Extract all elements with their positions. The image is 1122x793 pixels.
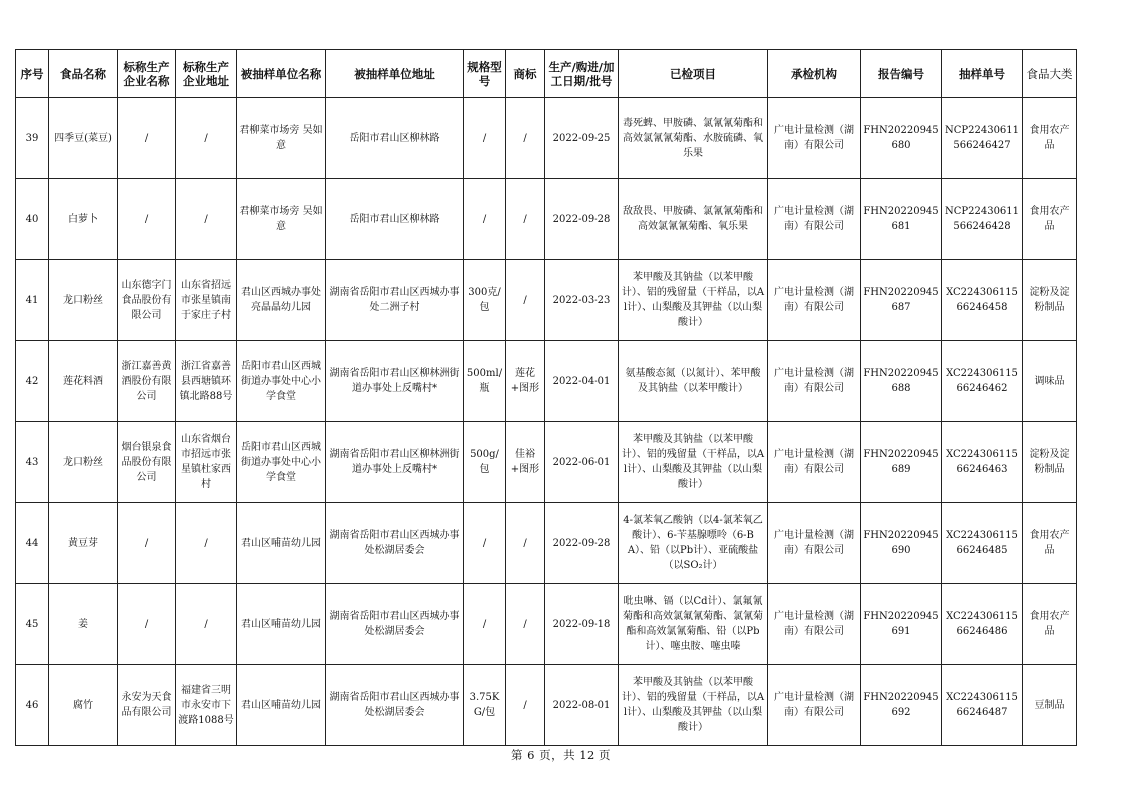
header-report-no: 报告编号 — [861, 50, 942, 98]
header-items: 已检项目 — [619, 50, 768, 98]
cell-date: 2022-03-23 — [545, 260, 619, 341]
header-sampled-addr: 被抽样单位地址 — [326, 50, 464, 98]
cell-seq: 45 — [16, 584, 49, 665]
table-row — [16, 260, 1077, 341]
cell-spec: / — [464, 179, 506, 260]
cell-seq: 40 — [16, 179, 49, 260]
cell-mfr-name: 烟台银泉食品股份有限公司 — [118, 422, 176, 503]
inspection-table — [15, 49, 1077, 746]
table-row — [16, 179, 1077, 260]
cell-mfr-name: / — [118, 179, 176, 260]
table-row — [16, 422, 1077, 503]
header-spec: 规格型号 — [464, 50, 506, 98]
cell-mfr-name: 永安为天食品有限公司 — [118, 665, 176, 746]
cell-sampled-addr: 湖南省岳阳市君山区西城办事处松湖居委会 — [326, 665, 464, 746]
cell-mfr-name: / — [118, 584, 176, 665]
cell-seq: 43 — [16, 422, 49, 503]
cell-items: 敌敌畏、甲胺磷、氯氰氰菊酯和高效氯氰氰菊酯、氧乐果 — [619, 179, 768, 260]
cell-mfr-addr: / — [176, 98, 237, 179]
cell-lab: 广电计量检测（湖南）有限公司 — [768, 260, 861, 341]
cell-sampled-unit: 君柳菜市场旁 吴如意 — [237, 179, 326, 260]
cell-lab: 广电计量检测（湖南）有限公司 — [768, 584, 861, 665]
cell-brand: / — [506, 584, 545, 665]
cell-lab: 广电计量检测（湖南）有限公司 — [768, 179, 861, 260]
header-sampled-unit: 被抽样单位名称 — [237, 50, 326, 98]
cell-date: 2022-06-01 — [545, 422, 619, 503]
cell-spec: 500ml/瓶 — [464, 341, 506, 422]
cell-spec: / — [464, 584, 506, 665]
cell-food-name: 莲花料酒 — [49, 341, 118, 422]
cell-sampled-addr: 湖南省岳阳市君山区西城办事处二洲子村 — [326, 260, 464, 341]
cell-seq: 41 — [16, 260, 49, 341]
cell-seq: 42 — [16, 341, 49, 422]
cell-category: 食用农产品 — [1023, 503, 1077, 584]
cell-date: 2022-04-01 — [545, 341, 619, 422]
cell-report-no: FHN20220945692 — [861, 665, 942, 746]
header-sample-no: 抽样单号 — [942, 50, 1023, 98]
cell-date: 2022-09-28 — [545, 503, 619, 584]
cell-brand: / — [506, 665, 545, 746]
cell-sampled-addr: 湖南省岳阳市君山区柳林洲街道办事处上反嘴村* — [326, 422, 464, 503]
cell-spec: 300克/包 — [464, 260, 506, 341]
header-row — [16, 50, 1077, 98]
cell-items: 4-氯苯氧乙酸钠（以4-氯苯氧乙酸计）、6-苄基腺嘌呤（6-BA）、铅（以Pb计）、亚硫酸盐（以SO₂计） — [619, 503, 768, 584]
cell-items: 苯甲酸及其钠盐（以苯甲酸计）、铝的残留量（干样品，以Al计）、山梨酸及其钾盐（以山梨酸计） — [619, 422, 768, 503]
cell-report-no: FHN20220945681 — [861, 179, 942, 260]
cell-mfr-addr: 福建省三明市永安市下渡路1088号 — [176, 665, 237, 746]
cell-category: 调味品 — [1023, 341, 1077, 422]
cell-report-no: FHN20220945688 — [861, 341, 942, 422]
cell-sampled-addr: 岳阳市君山区柳林路 — [326, 98, 464, 179]
cell-sampled-unit: 岳阳市君山区西城街道办事处中心小学食堂 — [237, 422, 326, 503]
cell-mfr-name: 山东德字门食品股份有限公司 — [118, 260, 176, 341]
cell-lab: 广电计量检测（湖南）有限公司 — [768, 98, 861, 179]
cell-sample-no: XC22430611566246463 — [942, 422, 1023, 503]
header-lab: 承检机构 — [768, 50, 861, 98]
cell-mfr-addr: / — [176, 179, 237, 260]
cell-category: 食用农产品 — [1023, 179, 1077, 260]
cell-food-name: 龙口粉丝 — [49, 422, 118, 503]
cell-sample-no: NCP22430611566246427 — [942, 98, 1023, 179]
cell-lab: 广电计量检测（湖南）有限公司 — [768, 341, 861, 422]
cell-sample-no: XC22430611566246487 — [942, 665, 1023, 746]
cell-spec: 3.75KG/包 — [464, 665, 506, 746]
cell-brand: / — [506, 260, 545, 341]
cell-spec: / — [464, 503, 506, 584]
cell-date: 2022-09-18 — [545, 584, 619, 665]
cell-brand: / — [506, 179, 545, 260]
cell-date: 2022-09-28 — [545, 179, 619, 260]
header-brand: 商标 — [506, 50, 545, 98]
header-mfr-name: 标称生产企业名称 — [118, 50, 176, 98]
table-row — [16, 341, 1077, 422]
cell-food-name: 姜 — [49, 584, 118, 665]
cell-seq: 39 — [16, 98, 49, 179]
cell-date: 2022-09-25 — [545, 98, 619, 179]
cell-brand: 佳裕+图形 — [506, 422, 545, 503]
cell-mfr-addr: 浙江省嘉善县西塘镇环镇北路88号 — [176, 341, 237, 422]
cell-items: 吡虫啉、镉（以Cd计）、氯氟氰菊酯和高效氯氟氰菊酯、氯氰菊酯和高效氯氰菊酯、铅（以Pb计）、噻虫胺、噻虫嗪 — [619, 584, 768, 665]
cell-food-name: 黄豆芽 — [49, 503, 118, 584]
cell-seq: 46 — [16, 665, 49, 746]
cell-sampled-unit: 岳阳市君山区西城街道办事处中心小学食堂 — [237, 341, 326, 422]
cell-food-name: 白萝卜 — [49, 179, 118, 260]
table-row — [16, 98, 1077, 179]
cell-report-no: FHN20220945690 — [861, 503, 942, 584]
cell-food-name: 龙口粉丝 — [49, 260, 118, 341]
cell-sampled-addr: 湖南省岳阳市君山区柳林洲街道办事处上反嘴村* — [326, 341, 464, 422]
cell-sampled-unit: 君山区哺苗幼儿园 — [237, 503, 326, 584]
cell-category: 豆制品 — [1023, 665, 1077, 746]
cell-lab: 广电计量检测（湖南）有限公司 — [768, 665, 861, 746]
cell-items: 苯甲酸及其钠盐（以苯甲酸计）、铝的残留量（干样品，以Al计）、山梨酸及其钾盐（以山梨酸计） — [619, 665, 768, 746]
cell-items: 苯甲酸及其钠盐（以苯甲酸计）、铝的残留量（干样品，以Al计）、山梨酸及其钾盐（以山梨酸计） — [619, 260, 768, 341]
cell-category: 淀粉及淀粉制品 — [1023, 422, 1077, 503]
cell-sample-no: NCP22430611566246428 — [942, 179, 1023, 260]
table-row — [16, 665, 1077, 746]
table-row — [16, 503, 1077, 584]
cell-mfr-addr: / — [176, 584, 237, 665]
cell-mfr-addr: / — [176, 503, 237, 584]
cell-report-no: FHN20220945691 — [861, 584, 942, 665]
cell-spec: 500g/包 — [464, 422, 506, 503]
header-seq: 序号 — [16, 50, 49, 98]
table-row — [16, 584, 1077, 665]
cell-brand: / — [506, 503, 545, 584]
cell-sampled-unit: 君山区哺苗幼儿园 — [237, 584, 326, 665]
cell-sampled-addr: 湖南省岳阳市君山区西城办事处松湖居委会 — [326, 584, 464, 665]
cell-sample-no: XC22430611566246486 — [942, 584, 1023, 665]
cell-lab: 广电计量检测（湖南）有限公司 — [768, 422, 861, 503]
cell-sample-no: XC22430611566246462 — [942, 341, 1023, 422]
header-mfr-addr: 标称生产企业地址 — [176, 50, 237, 98]
cell-category: 食用农产品 — [1023, 98, 1077, 179]
header-date: 生产/购进/加工日期/批号 — [545, 50, 619, 98]
cell-sampled-addr: 湖南省岳阳市君山区西城办事处松湖居委会 — [326, 503, 464, 584]
cell-date: 2022-08-01 — [545, 665, 619, 746]
cell-seq: 44 — [16, 503, 49, 584]
cell-sampled-unit: 君山区西城办事处亮晶晶幼儿园 — [237, 260, 326, 341]
cell-sampled-addr: 岳阳市君山区柳林路 — [326, 179, 464, 260]
cell-food-name: 四季豆(菜豆) — [49, 98, 118, 179]
cell-sampled-unit: 君山区哺苗幼儿园 — [237, 665, 326, 746]
cell-mfr-addr: 山东省烟台市招远市张星镇杜家西村 — [176, 422, 237, 503]
cell-category: 食用农产品 — [1023, 584, 1077, 665]
cell-brand: / — [506, 98, 545, 179]
cell-sample-no: XC22430611566246458 — [942, 260, 1023, 341]
cell-report-no: FHN20220945680 — [861, 98, 942, 179]
page-number-footer: 第 6 页，共 12 页 — [510, 748, 612, 762]
cell-spec: / — [464, 98, 506, 179]
cell-sampled-unit: 君柳菜市场旁 吴如意 — [237, 98, 326, 179]
cell-category: 淀粉及淀粉制品 — [1023, 260, 1077, 341]
cell-lab: 广电计量检测（湖南）有限公司 — [768, 503, 861, 584]
cell-mfr-name: / — [118, 503, 176, 584]
cell-report-no: FHN20220945689 — [861, 422, 942, 503]
cell-sample-no: XC22430611566246485 — [942, 503, 1023, 584]
cell-report-no: FHN20220945687 — [861, 260, 942, 341]
cell-mfr-name: / — [118, 98, 176, 179]
cell-mfr-addr: 山东省招远市张星镇南于家庄子村 — [176, 260, 237, 341]
header-category: 食品大类 — [1023, 50, 1077, 98]
cell-food-name: 腐竹 — [49, 665, 118, 746]
cell-items: 毒死蜱、甲胺磷、氯氰氰菊酯和高效氯氰氰菊酯、水胺硫磷、氧乐果 — [619, 98, 768, 179]
cell-brand: 莲花+图形 — [506, 341, 545, 422]
cell-mfr-name: 浙江嘉善黄酒股份有限公司 — [118, 341, 176, 422]
cell-items: 氨基酸态氮（以氮计）、苯甲酸及其钠盐（以苯甲酸计） — [619, 341, 768, 422]
header-food-name: 食品名称 — [49, 50, 118, 98]
